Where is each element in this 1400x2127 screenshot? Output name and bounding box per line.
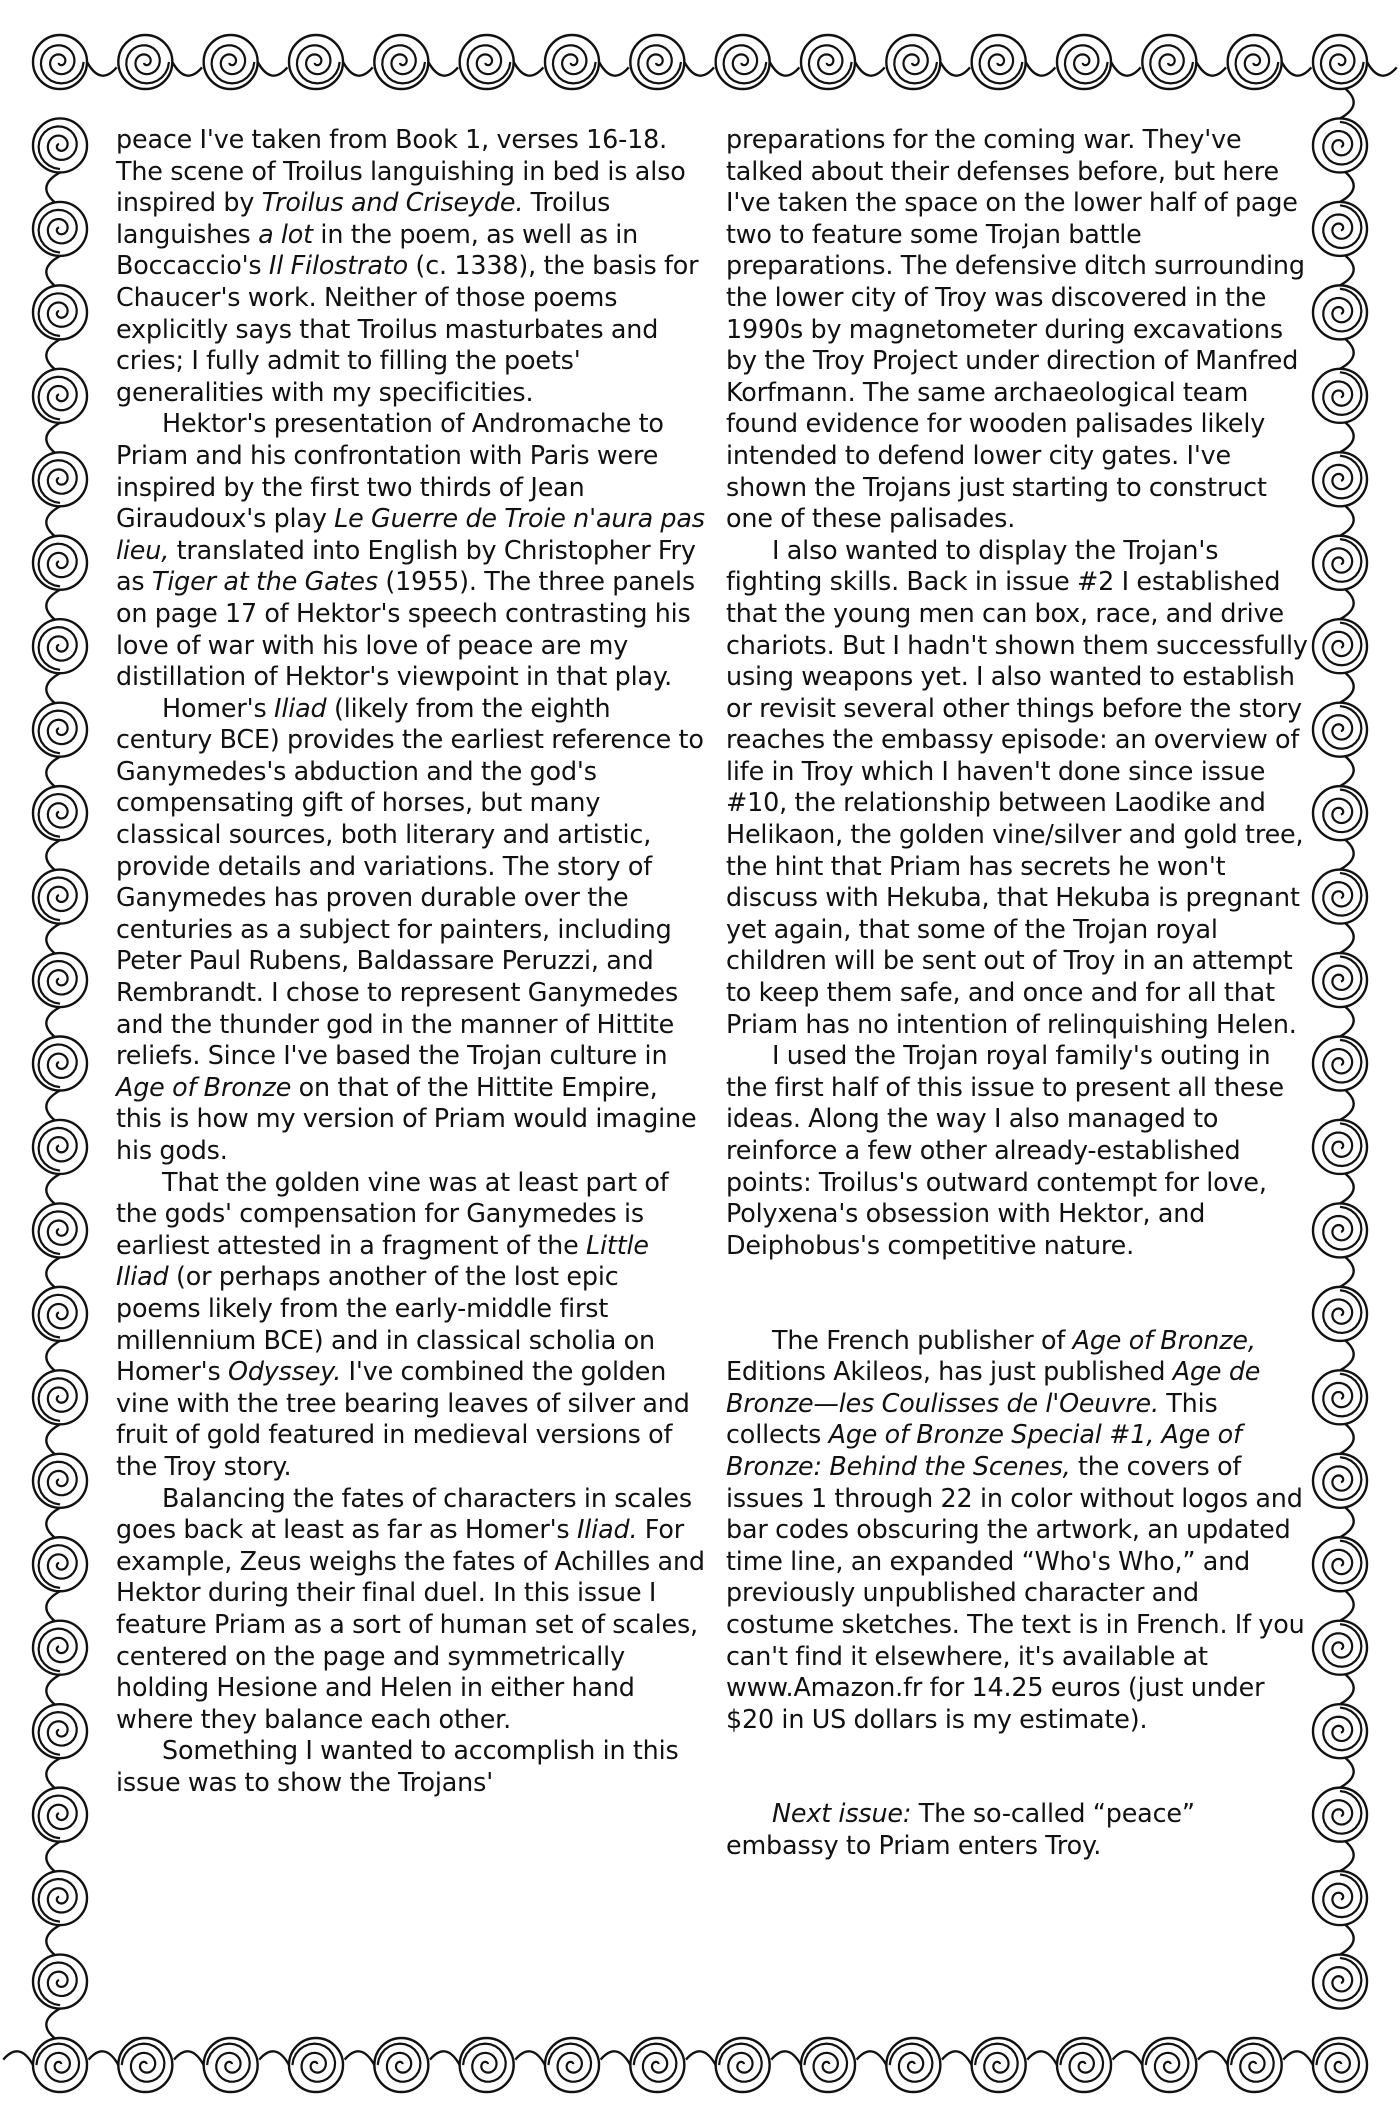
spiral-wave-icon: [1313, 1508, 1367, 1592]
spiral-wave-icon: [345, 2038, 429, 2092]
text-run: (c. 1338), the basis for Chaucer's work. Neither of those poems explicitly says that Troilus masturbates and cries; I fully admit to filling the poets' generalities with my specificities.: [116, 250, 699, 407]
italic-text: Odyssey.: [228, 1356, 342, 1387]
spiral-wave-icon: [1057, 35, 1141, 89]
paragraph: [726, 1040, 1314, 1261]
spiral-wave-icon: [289, 35, 373, 89]
paragraph: [726, 535, 1314, 1041]
italic-text: Little Iliad: [116, 1229, 649, 1292]
text-run: on that of the Hittite Empire, this is how my version of Priam would imagine his gods.: [116, 1071, 697, 1165]
spiral-wave-icon: [1313, 35, 1397, 89]
spiral-wave-icon: [33, 1537, 87, 1621]
spiral-wave-icon: [545, 35, 629, 89]
text-run: in the poem, as well as in Boccaccio's: [116, 218, 639, 281]
italic-text: Iliad: [274, 692, 327, 723]
spiral-wave-icon: [1313, 1758, 1367, 1842]
spiral-wave-icon: [33, 870, 87, 954]
spiral-wave-icon: [460, 35, 544, 89]
text-run: The so-called “peace” embassy to Priam enters Troy.: [726, 1798, 1195, 1861]
spiral-wave-icon: [33, 1037, 87, 1121]
spiral-wave-icon: [1313, 1591, 1367, 1675]
text-run: Editions Akileos, has just published: [726, 1356, 1173, 1387]
spiral-wave-icon: [857, 2038, 941, 2092]
paragraph: [116, 693, 706, 1167]
paragraph: [116, 1735, 706, 1798]
spiral-wave-icon: [33, 285, 87, 369]
spiral-wave-icon: [601, 2038, 685, 2092]
spiral-wave-icon: [1313, 339, 1367, 423]
spiral-wave-icon: [1313, 756, 1367, 840]
right-column: [726, 124, 1314, 1862]
text-run: I've combined the golden vine with the tree bearing leaves of silver and fruit of gold featured in medieval versions of the Troy story.: [116, 1356, 690, 1481]
spiral-wave-icon: [204, 35, 288, 89]
text-run: I used the Trojan royal family's outing in the first half of this issue to present all these ideas. Along the way I also managed to reinforce a few other already-established points: Troilus's outward contempt for love, Polyxena's obsession with Hektor, and Deiphobus's competitive nature.: [726, 1040, 1284, 1260]
paragraph: [116, 408, 706, 692]
spiral-wave-icon: [1313, 590, 1367, 674]
spiral-wave-icon: [1313, 1174, 1367, 1258]
spiral-wave-icon: [1313, 1424, 1367, 1508]
spiral-wave-icon: [716, 35, 800, 89]
italic-text: Age of Bronze: [116, 1071, 292, 1102]
spiral-wave-icon: [33, 35, 117, 89]
spiral-wave-icon: [374, 35, 458, 89]
spiral-wave-icon: [1313, 840, 1367, 924]
spiral-wave-icon: [33, 536, 87, 620]
paragraph: [726, 124, 1314, 535]
spiral-wave-icon: [33, 1871, 87, 1955]
publisher-note: [726, 1325, 1314, 1736]
text-run: Something I wanted to accomplish in this issue was to show the Trojans': [116, 1735, 679, 1797]
spiral-wave-icon: [33, 118, 87, 202]
spiral-wave-icon: [33, 369, 87, 453]
paragraph: [116, 1483, 706, 1736]
spiral-wave-icon: [1313, 423, 1367, 507]
spiral-wave-icon: [1113, 2038, 1197, 2092]
text-run: Balancing the fates of characters in scales goes back at least as far as Homer's: [116, 1482, 692, 1545]
spiral-wave-icon: [1313, 1007, 1367, 1091]
spiral-wave-icon: [33, 619, 87, 703]
text-run: Homer's: [162, 692, 274, 723]
spiral-wave-icon: [771, 2038, 855, 2092]
spiral-wave-icon: [801, 35, 885, 89]
spiral-wave-icon: [33, 953, 87, 1037]
next-issue: [726, 1798, 1314, 1861]
spiral-wave-icon: [430, 2038, 514, 2092]
spiral-wave-icon: [33, 1955, 87, 2039]
text-run: (likely from the eighth century BCE) provides the earliest reference to Ganymedes's abduction and the god's compensating gift of horses, but many classical sources, both literary and artistic, provide details and variations. The story of Ganymedes has proven durable over the centuries as a subject for painters, including Peter Paul Rubens, Baldassare Peruzzi, and Rembrandt. I chose to represent Ganymedes and the thunder god in the manner of Hittite reliefs. Since I've based the Trojan culture in: [116, 692, 704, 1071]
spiral-wave-icon: [33, 202, 87, 286]
spiral-wave-icon: [118, 35, 202, 89]
italic-text: Age of Bronze Special #1, Age of Bronze: Behind the Scenes,: [726, 1419, 1242, 1481]
italic-text: Le Guerre de Troie n'aura pas lieu,: [116, 503, 705, 565]
spiral-wave-icon: [1313, 1841, 1367, 1925]
spiral-wave-icon: [1142, 35, 1226, 89]
text-run: peace I've taken from Book 1, verses 16-18. The scene of Troilus languishing in bed is also inspired by: [116, 124, 686, 218]
spiral-wave-icon: [174, 2038, 258, 2092]
spiral-wave-icon: [1313, 506, 1367, 590]
spiral-wave-icon: [886, 35, 970, 89]
spiral-wave-icon: [1313, 172, 1367, 256]
spiral-wave-icon: [33, 1287, 87, 1371]
left-column: [116, 124, 706, 1798]
spiral-wave-icon: [1198, 2038, 1282, 2092]
text-run: For example, Zeus weighs the fates of Achilles and Hektor during their final duel. In this issue I feature Priam as a sort of human set of scales, centered on the page and symmetrically holding Hesione and Helen in either hand where they balance each other.: [116, 1514, 705, 1734]
spiral-wave-icon: [33, 1454, 87, 1538]
italic-text: Iliad.: [576, 1514, 638, 1545]
spiral-wave-icon: [1313, 1674, 1367, 1758]
text-run: (1955). The three panels on page 17 of Hektor's speech contrasting his love of war with his love of peace are my distillation of Hektor's viewpoint in that play.: [116, 566, 696, 692]
text-run: translated into English by Christopher Fry as: [116, 534, 696, 597]
italic-text: Il Filostrato: [268, 250, 409, 281]
spiral-wave-icon: [972, 35, 1056, 89]
spiral-wave-icon: [33, 1120, 87, 1204]
spiral-wave-icon: [942, 2038, 1026, 2092]
italic-text: a lot: [258, 218, 313, 249]
spiral-wave-icon: [33, 786, 87, 870]
spiral-wave-icon: [1313, 673, 1367, 757]
spiral-wave-icon: [1027, 2038, 1111, 2092]
spiral-wave-icon: [1313, 923, 1367, 1007]
text-run: The French publisher of: [772, 1324, 1073, 1355]
spiral-wave-icon: [33, 1788, 87, 1872]
spiral-wave-icon: [1313, 89, 1367, 173]
text-run: (or perhaps another of the lost epic poems likely from the early-middle first millennium BCE) and in classical scholia on Homer's: [116, 1261, 655, 1387]
spiral-wave-icon: [3, 2038, 87, 2092]
spiral-wave-icon: [630, 35, 714, 89]
spiral-wave-icon: [1228, 35, 1312, 89]
text-run: preparations for the coming war. They've talked about their defenses before, but here I've taken the space on the lower half of page two to feature some Trojan battle preparations. The defensive ditch surrounding the lower city of Troy was discovered in the 1990s by magnetometer during excavations by the Troy Project under direction of Manfred Korfmann. The same archaeological team found evidence for wooden palisades likely intended to defend lower city gates. I've shown the Trojans just starting to construct one of these palisades.: [726, 124, 1305, 534]
spiral-wave-icon: [1313, 1257, 1367, 1341]
spiral-wave-icon: [1313, 1341, 1367, 1425]
text-run: That the golden vine was at least part of the gods' compensation for Ganymedes is earliest attested in a fragment of the: [116, 1166, 669, 1260]
spiral-wave-icon: [33, 452, 87, 536]
paragraph: [116, 1167, 706, 1483]
italic-text: Next issue:: [772, 1798, 912, 1829]
spiral-wave-icon: [1283, 2038, 1367, 2092]
spiral-wave-icon: [33, 1370, 87, 1454]
spiral-wave-icon: [686, 2038, 770, 2092]
paragraph: [116, 124, 706, 408]
text-run: the covers of issues 1 through 22 in color without logos and bar codes obscuring the artwork, an updated time line, an expanded “Who's Who,” and previously unpublished character and costume sketches. The text is in French. If you can't find it elsewhere, it's available at www.Amazon.fr for 14.25 euros (just under $20 in US dollars is my estimate).: [726, 1450, 1305, 1734]
italic-text: Troilus and Criseyde.: [261, 187, 524, 218]
text-run: Troilus languishes: [116, 187, 611, 249]
spiral-wave-icon: [33, 703, 87, 787]
spiral-wave-icon: [515, 2038, 599, 2092]
spiral-wave-icon: [33, 1621, 87, 1705]
spiral-wave-icon: [1313, 1925, 1367, 2009]
spiral-wave-icon: [1313, 256, 1367, 340]
italic-text: Age of Bronze,: [1072, 1324, 1256, 1355]
spiral-wave-icon: [259, 2038, 343, 2092]
spiral-wave-icon: [89, 2038, 173, 2092]
italic-text: Tiger at the Gates: [151, 566, 378, 597]
text-run: I also wanted to display the Trojan's fighting skills. Back in issue #2 I established that the young men can box, race, and drive chariots. But I hadn't shown them successfully using weapons yet. I also wanted to establish or revisit several other things before the story reaches the embassy episode: an overview of life in Troy which I haven't done since issue #10, the relationship between Laodike and Helikaon, the golden vine/silver and gold tree, the hint that Priam has secrets he won't discuss with Hekuba, that Hekuba is pregnant yet again, that some of the Trojan royal children will be sent out of Troy in an attempt to keep them safe, and once and for all that Priam has no intention of relinquishing Helen.: [726, 534, 1308, 1039]
text-run: This collects: [726, 1387, 1218, 1450]
text-run: Hektor's presentation of Andromache to Priam and his confrontation with Paris were inspired by the first two thirds of Jean Giraudoux's play: [116, 408, 664, 534]
italic-text: Age de Bronze—les Coulisses de l'Oeuvre.: [726, 1356, 1261, 1418]
spiral-wave-icon: [33, 1704, 87, 1788]
spiral-wave-icon: [33, 1203, 87, 1287]
spiral-wave-icon: [1313, 1090, 1367, 1174]
